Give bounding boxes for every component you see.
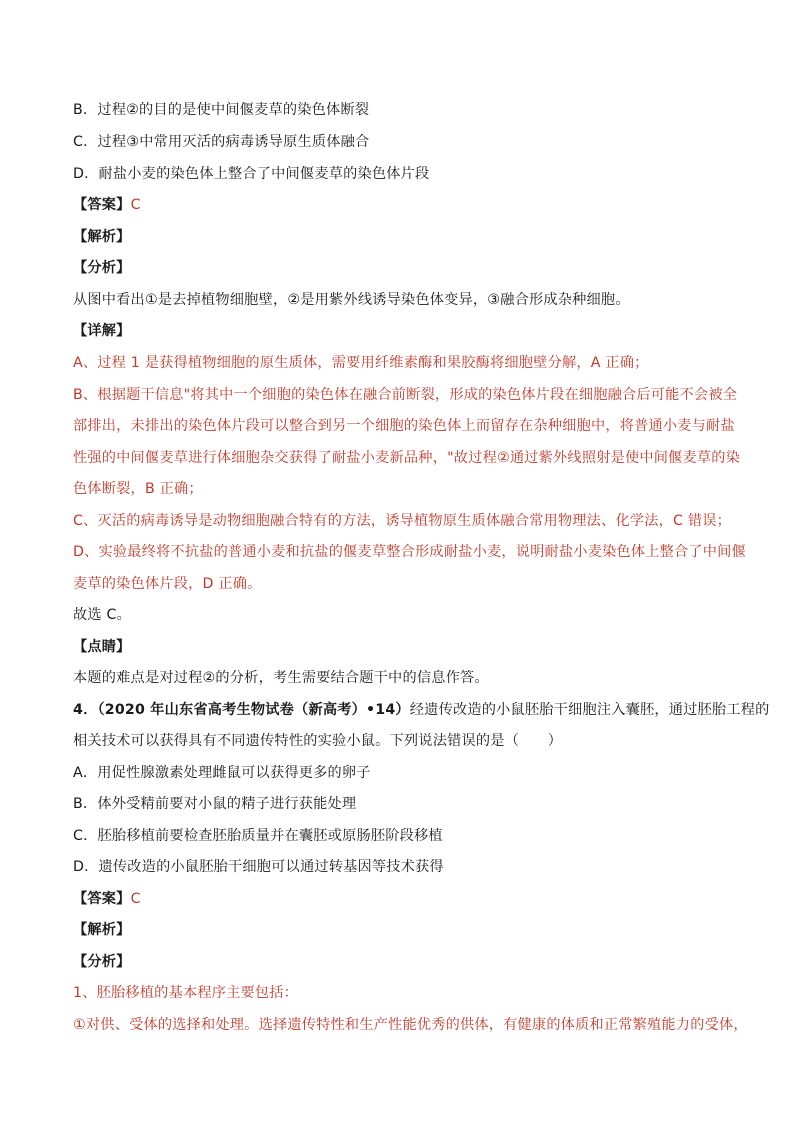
option-d: D．耐盐小麦的染色体上整合了中间偃麦草的染色体片段 xyxy=(73,166,430,182)
dianjing-text: 本题的难点是对过程②的分析，考生需要结合题干中的信息作答。 xyxy=(73,670,489,686)
answer-tag: 【答案】 xyxy=(73,891,131,907)
detail-line: 麦草的染色体片段，D 正确。 xyxy=(73,576,262,592)
q4-option-b: B．体外受精前要对小鼠的精子进行获能处理 xyxy=(73,796,357,812)
answer-row xyxy=(73,195,141,215)
answer-value: C xyxy=(130,891,141,907)
question-source: （2020 年山东省高考生物试卷（新高考）•14） xyxy=(97,702,410,718)
q4-answer-row xyxy=(73,889,141,909)
dianjing-tag: 【点睛】 xyxy=(73,639,131,655)
detail-line: 性强的中间偃麦草进行体细胞杂交获得了耐盐小麦新品种，"故过程②通过紫外线照射是使中间偃麦草的染 xyxy=(73,450,741,466)
detail-line: B、根据题干信息"将其中一个细胞的染色体在融合前断裂，形成的染色体片段在细胞融合后可能不会被全 xyxy=(73,387,738,403)
answer-tag: 【答案】 xyxy=(73,197,131,213)
q4-option-c: C．胚胎移植前要检查胚胎质量并在囊胚或原肠胚阶段移植 xyxy=(73,828,443,844)
detail-line: 色体断裂，B 正确； xyxy=(73,481,203,497)
q4-option-d: D．遗传改造的小鼠胚胎干细胞可以通过转基因等技术获得 xyxy=(73,859,444,875)
option-c: C．过程③中常用灭活的病毒诱导原生质体融合 xyxy=(73,134,370,150)
question-stem: 经遗传改造的小鼠胚胎干细胞注入囊胚，通过胚胎工程的 xyxy=(409,702,770,718)
detail-tag: 【详解】 xyxy=(73,323,131,339)
option-b: B．过程②的目的是使中间偃麦草的染色体断裂 xyxy=(73,102,370,118)
question4-stem-line2: 相关技术可以获得具有不同遗传特性的实验小鼠。下列说法错误的是（ ） xyxy=(73,733,563,749)
analysis-tag: 【解析】 xyxy=(73,229,131,245)
answer-value: C xyxy=(130,197,141,213)
fenxi-tag: 【分析】 xyxy=(73,260,131,276)
conclusion: 故选 C。 xyxy=(73,607,131,623)
question4-stem-line1 xyxy=(73,700,770,720)
question-number: 4． xyxy=(73,702,98,718)
detail-line: D、实验最终将不抗盐的普通小麦和抗盐的偃麦草整合形成耐盐小麦，说明耐盐小麦染色体上整合了中间偃 xyxy=(73,544,746,560)
q4-fenxi-line: 1、胚胎移植的基本程序主要包括： xyxy=(73,985,299,1001)
fenxi-text: 从图中看出①是去掉植物细胞壁，②是用紫外线诱导染色体变异，③融合形成杂种细胞。 xyxy=(73,292,630,308)
q4-analysis-tag: 【解析】 xyxy=(73,922,131,938)
q4-fenxi-line: ①对供、受体的选择和处理。选择遗传特性和生产性能优秀的供体，有健康的体质和正常繁殖能力的受体， xyxy=(73,1017,748,1033)
detail-line: 部排出，未排出的染色体片段可以整合到另一个细胞的染色体上而留存在杂种细胞中，将普通小麦与耐盐 xyxy=(73,418,735,434)
q4-option-a: A．用促性腺激素处理雌鼠可以获得更多的卵子 xyxy=(73,765,371,781)
detail-line: C、灭活的病毒诱导是动物细胞融合特有的方法，诱导植物原生质体融合常用物理法、化学法，C 错误； xyxy=(73,513,731,529)
detail-line: A、过程 1 是获得植物细胞的原生质体，需要用纤维素酶和果胶酶将细胞壁分解，A 正确； xyxy=(73,355,649,371)
q4-fenxi-tag: 【分析】 xyxy=(73,954,131,970)
